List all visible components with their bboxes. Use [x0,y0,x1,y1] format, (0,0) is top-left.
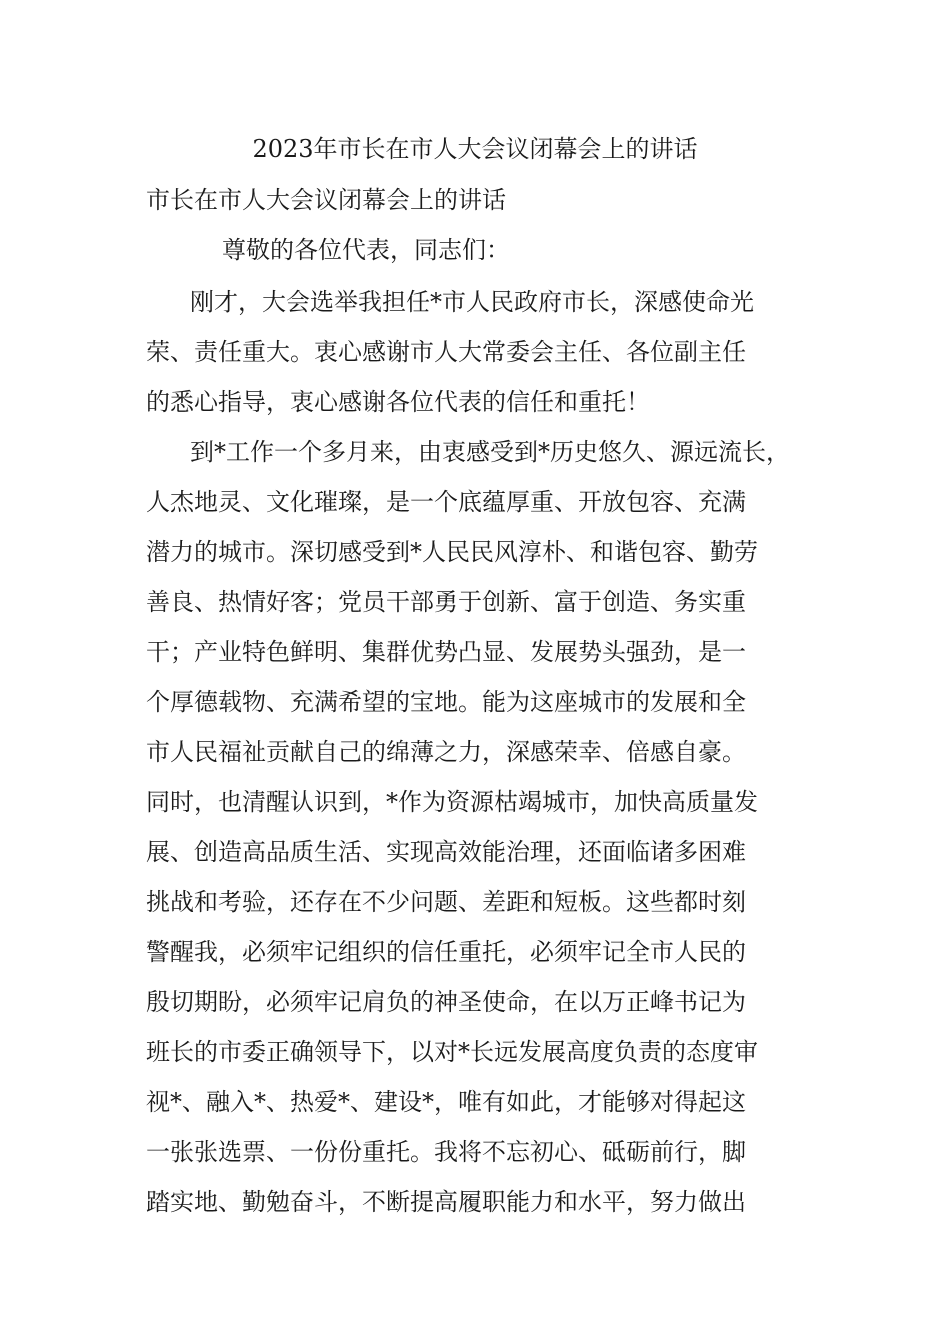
paragraph-line: 展、创造高品质生活、实现高效能治理，还面临诸多困难 [146,838,746,866]
paragraph-line: 刚才，大会选举我担任*市人民政府市长，深感使命光 [190,288,754,316]
paragraph-line: 挑战和考验，还存在不少问题、差距和短板。这些都时刻 [146,888,746,916]
paragraph-line: 班长的市委正确领导下，以对*长远发展高度负责的态度审 [146,1038,758,1066]
paragraph-line: 殷切期盼，必须牢记肩负的神圣使命，在以万正峰书记为 [146,988,746,1016]
paragraph-line: 人杰地灵、文化璀璨，是一个底蕴厚重、开放包容、充满 [146,488,746,516]
paragraph-line: 同时，也清醒认识到，*作为资源枯竭城市，加快高质量发 [146,788,758,816]
paragraph-line: 踏实地、勤勉奋斗，不断提高履职能力和水平，努力做出 [146,1188,746,1216]
paragraph-line: 视*、融入*、热爱*、建设*，唯有如此，才能够对得起这 [146,1088,746,1116]
salutation: 尊敬的各位代表，同志们： [222,236,510,264]
paragraph-line: 荣、责任重大。衷心感谢市人大常委会主任、各位副主任 [146,338,746,366]
paragraph-line: 警醒我，必须牢记组织的信任重托，必须牢记全市人民的 [146,938,746,966]
paragraph-line: 干；产业特色鲜明、集群优势凸显、发展势头强劲，是一 [146,638,746,666]
paragraph-line: 到*工作一个多月来，由衷感受到*历史悠久、源远流长， [190,438,790,466]
paragraph-line: 一张张选票、一份份重托。我将不忘初心、砥砺前行，脚 [146,1138,746,1166]
paragraph-line: 市人民福祉贡献自己的绵薄之力，深感荣幸、倍感自豪。 [146,738,746,766]
paragraph-line: 个厚德载物、充满希望的宝地。能为这座城市的发展和全 [146,688,746,716]
paragraph-line: 的悉心指导，衷心感谢各位代表的信任和重托！ [146,388,650,416]
paragraph-line: 善良、热情好客；党员干部勇于创新、富于创造、务实重 [146,588,746,616]
paragraph-line: 潜力的城市。深切感受到*人民民风淳朴、和谐包容、勤劳 [146,538,758,566]
document-title: 2023年市长在市人大会议闭幕会上的讲话 [252,135,698,163]
document-subtitle: 市长在市人大会议闭幕会上的讲话 [146,186,506,214]
